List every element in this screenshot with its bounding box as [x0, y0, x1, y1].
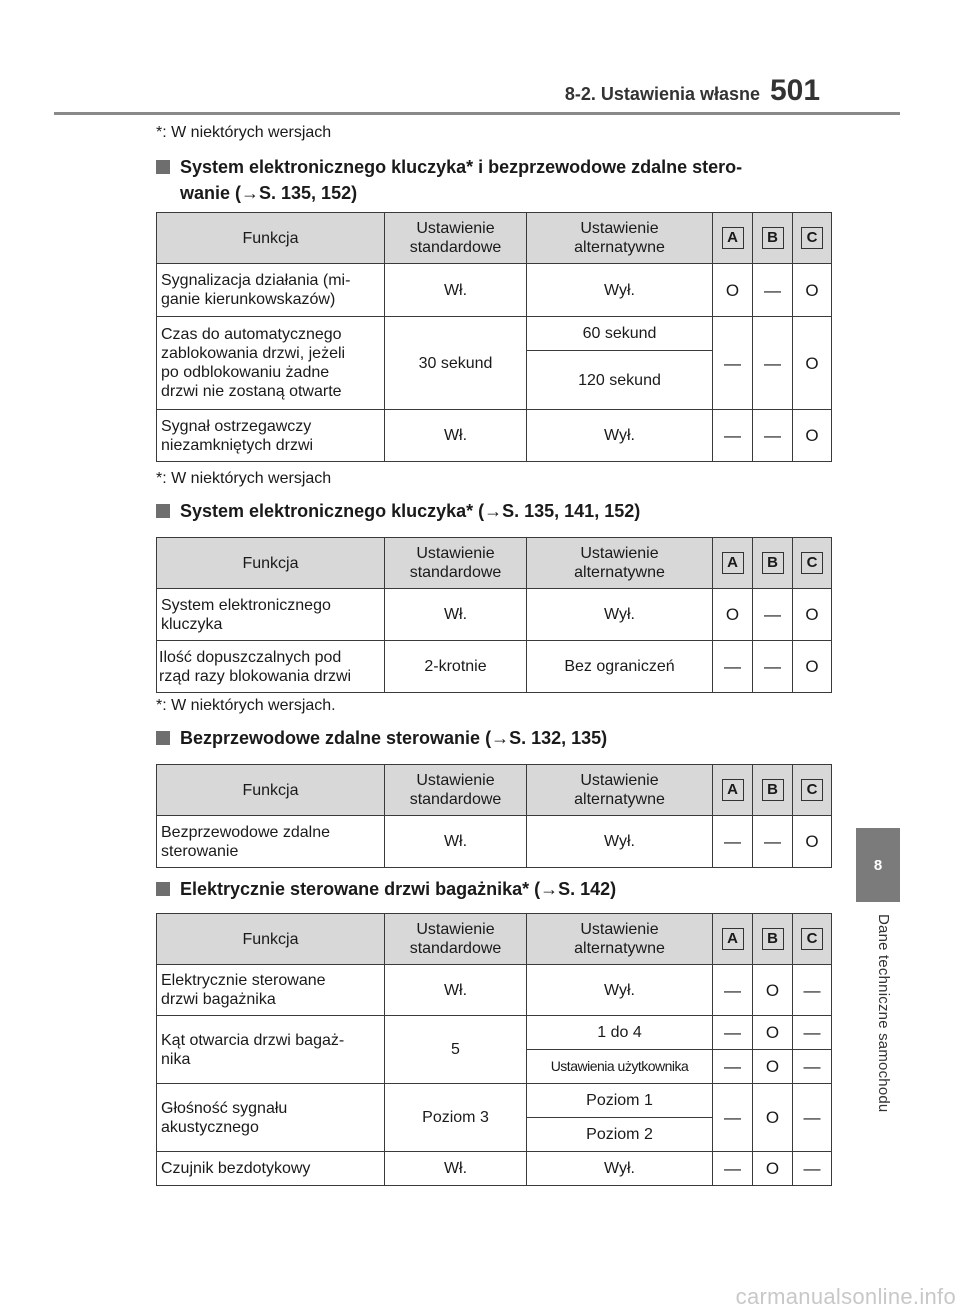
chapter-tab — [856, 828, 900, 902]
table-row: Głośność sygnału akustycznego Poziom 3 Poziom 1 — O — — [157, 1084, 832, 1118]
col-default: Ustawienie standardowe — [385, 538, 527, 589]
col-default: Ustawienie standardowe — [385, 213, 527, 264]
col-default: Ustawienie standardowe — [385, 765, 527, 816]
col-c: C — [793, 765, 832, 816]
col-b: B — [753, 538, 793, 589]
table-row: Ustawienia użytkownika — O — — [157, 1050, 832, 1084]
col-a: A — [713, 765, 753, 816]
section3-heading: Bezprzewodowe zdalne sterowanie (→S. 132, 135) — [156, 725, 816, 751]
col-function: Funkcja — [157, 538, 385, 589]
footnote-top: *: W niektórych wersjach — [156, 124, 332, 141]
col-b: B — [753, 914, 793, 965]
table-row: Sygnalizacja działania (mi- ganie kierunkowskazów) Wł. Wył. O — O — [157, 264, 832, 317]
table-row: Czas do automatycznego zablokowania drzwi, jeżeli po odblokowaniu żadne drzwi nie zostaną otwarte 30 sekund 60 sekund — — O — [157, 317, 832, 351]
col-alternative: Ustawienie alternatywne — [527, 213, 713, 264]
col-function: Funkcja — [157, 914, 385, 965]
footnote: *: W niektórych wersjach. — [156, 697, 336, 714]
table-row: Kąt otwarcia drzwi bagaż- nika 5 1 do 4 — O — — [157, 1016, 832, 1050]
bullet-square-icon — [156, 731, 170, 745]
col-default: Ustawienie standardowe — [385, 914, 527, 965]
section1-table — [156, 212, 832, 462]
table-header-row — [157, 538, 832, 589]
col-function: Funkcja — [157, 765, 385, 816]
section1-heading: System elektronicznego kluczyka* i bezprzewodowe zdalne stero- wanie (→S. 135, 152) — [156, 154, 816, 206]
table-row: Elektrycznie sterowane drzwi bagażnika Wł. Wył. — O — — [157, 965, 832, 1016]
col-alternative: Ustawienie alternatywne — [527, 765, 713, 816]
col-a: A — [713, 538, 753, 589]
chapter-label: Dane techniczne samochodu — [875, 914, 892, 1113]
section-title: 8-2. Ustawienia własne — [564, 84, 760, 104]
bullet-square-icon — [156, 882, 170, 896]
col-c: C — [793, 213, 832, 264]
header-divider — [54, 112, 900, 115]
col-function: Funkcja — [157, 213, 385, 264]
table-row: Bezprzewodowe zdalne sterowanie Wł. Wył. — — O — [157, 816, 832, 868]
col-b: B — [753, 213, 793, 264]
bullet-square-icon — [156, 504, 170, 518]
chapter-number: 8 — [873, 856, 883, 874]
col-a: A — [713, 213, 753, 264]
col-alternative: Ustawienie alternatywne — [527, 538, 713, 589]
table-header-row — [157, 765, 832, 816]
table-header-row — [157, 914, 832, 965]
col-c: C — [793, 538, 832, 589]
table-row: 120 sekund — [157, 351, 832, 410]
table-row: Ilość dopuszczalnych pod rząd razy blokowania drzwi 2-krotnie Bez ograniczeń — — O — [157, 641, 832, 693]
footnote: *: W niektórych wersjach — [156, 470, 332, 487]
col-c: C — [793, 914, 832, 965]
section2-table — [156, 537, 832, 693]
page-number: 501 — [770, 74, 821, 107]
col-a: A — [713, 914, 753, 965]
bullet-square-icon — [156, 160, 170, 174]
section3-table — [156, 764, 832, 868]
table-row: Poziom 2 — [157, 1118, 832, 1152]
table-header-row — [157, 213, 832, 264]
table-row: Sygnał ostrzegawczy niezamkniętych drzwi Wł. Wył. — — O — [157, 410, 832, 462]
table-row: System elektronicznego kluczyka Wł. Wył. O — O — [157, 589, 832, 641]
section2-heading: System elektronicznego kluczyka* (→S. 135, 141, 152) — [156, 498, 816, 524]
section4-table — [156, 913, 832, 1186]
watermark: carmanualsonline.info — [735, 1284, 956, 1309]
col-b: B — [753, 765, 793, 816]
section4-heading: Elektrycznie sterowane drzwi bagażnika* (→S. 142) — [156, 876, 816, 902]
table-row: Czujnik bezdotykowy Wł. Wył. — O — — [157, 1152, 832, 1186]
col-alternative: Ustawienie alternatywne — [527, 914, 713, 965]
